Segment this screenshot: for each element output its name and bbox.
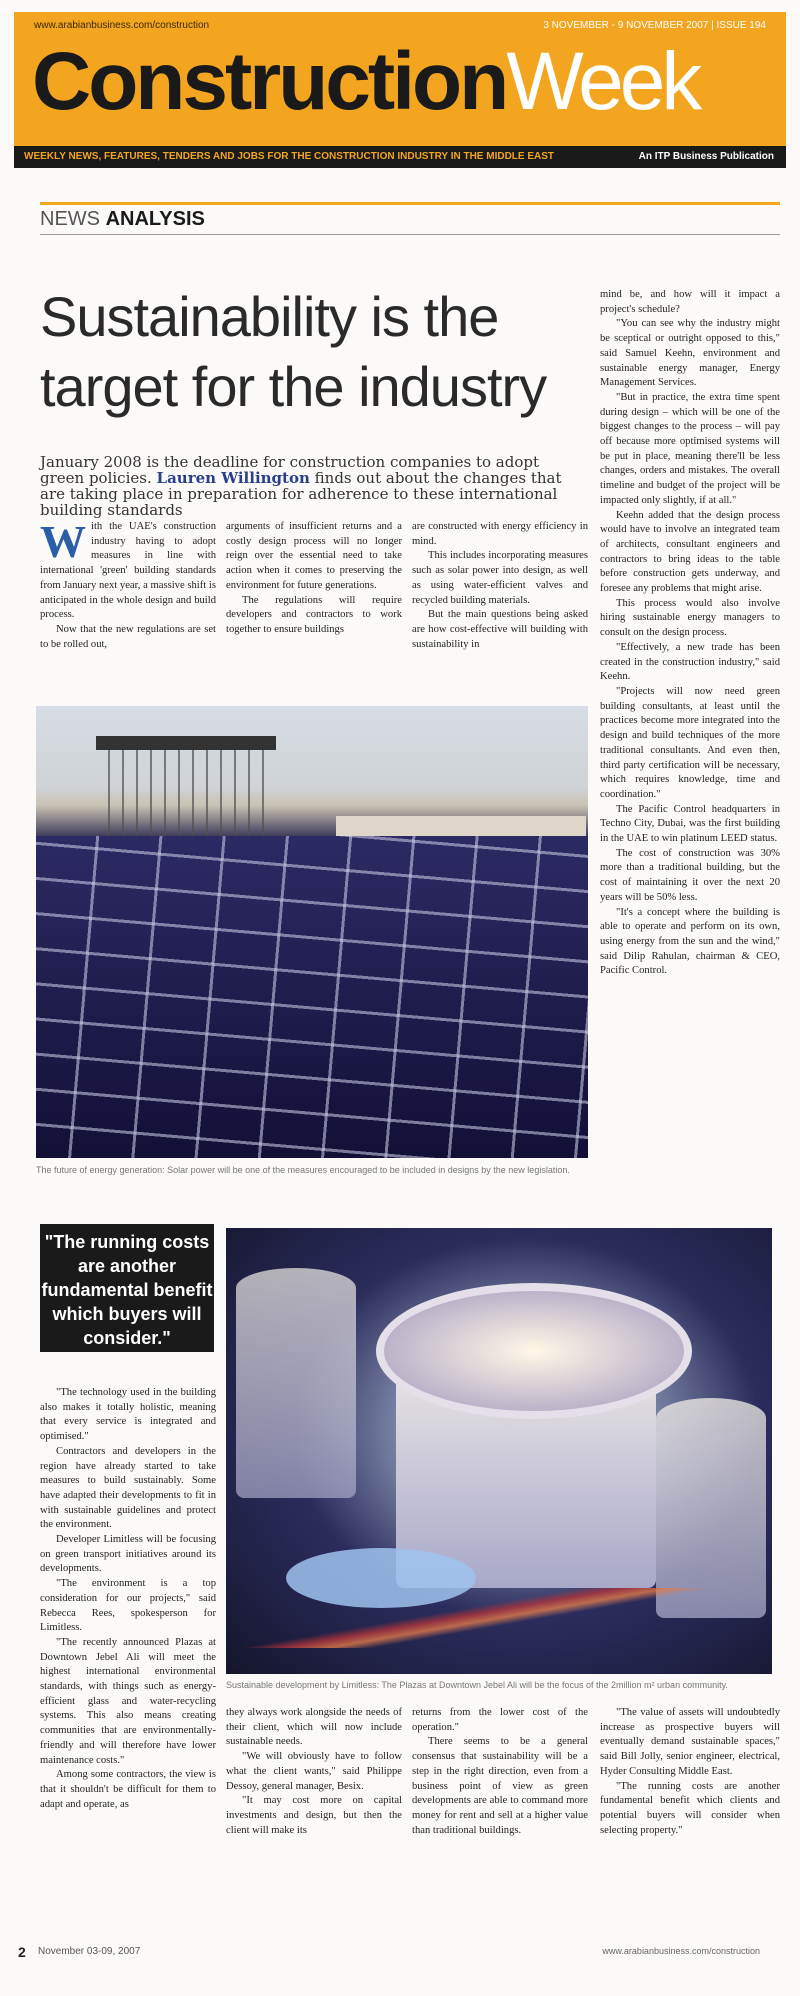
section-label-light: NEWS — [40, 208, 100, 230]
paragraph: "The running costs are another fundamental benefit which clients and potential buyers will consider when selecting property." — [600, 1780, 780, 1836]
paragraph: Among some contractors, the view is that it shouldn't be difficult for them to adapt and operate, as — [40, 1769, 216, 1810]
standfirst-rest: finds out about the changes that are taking place in preparation for adherence to these international building standards — [40, 469, 562, 519]
rooftop-sign-frame — [96, 736, 276, 840]
masthead — [14, 12, 786, 168]
column-3 — [412, 520, 588, 652]
paragraph: This process would also involve hiring sustainable energy managers to consult on the design process. — [600, 597, 780, 639]
paragraph: they always work alongside the needs of their client, which will now include sustainable needs. — [226, 1707, 402, 1748]
paragraph: "Effectively, a new trade has been created in the construction industry," said Keehn. — [600, 641, 780, 683]
paragraph: mind be, and how will it impact a project's schedule? — [600, 289, 780, 315]
title-bold: Construction — [32, 36, 507, 127]
standfirst — [40, 454, 580, 518]
paragraph: "The recently announced Plazas at Downtown Jebel Ali will meet the highest international environmental standards, with things such as energy-efficient glass and water-recycling systems. This also means creating communities that are environmentally-friendly and will therefore have lower maintenance costs." — [40, 1636, 216, 1766]
section-label-bold: ANALYSIS — [105, 208, 205, 230]
photo-caption-1: The future of energy generation: Solar power will be one of the measures encouraged to be included in designs by the new legislation. — [36, 1165, 570, 1175]
paragraph: The Pacific Control headquarters in Techno City, Dubai, was the first building in the UAE to win platinum LEED status. — [600, 803, 780, 845]
side-tower-right — [656, 1398, 766, 1618]
paragraph: "But in practice, the extra time spent during design – which will be one of the biggest changes to the process – will pay off because more optimised systems will be put in place, meaning there'll be less changes, orders and mistakes. The overall timeline and budget of the project will be impacted only slightly, if at all." — [600, 391, 780, 506]
section-rule-bottom — [40, 234, 780, 235]
pull-quote: "The running costs are another fundamental benefit which buyers will consider." — [40, 1224, 214, 1352]
publication-title — [32, 34, 698, 130]
paragraph: "The technology used in the building also makes it totally holistic, meaning that every service is integrated and optimised." — [40, 1387, 216, 1443]
column-5 — [40, 1386, 216, 1812]
paragraph: Now that the new regulations are set to be rolled out, — [40, 623, 216, 650]
paragraph: The regulations will require developers and contractors to work together to ensure buildings — [226, 594, 402, 635]
solar-panel-array — [36, 836, 588, 1158]
tagline-strip — [14, 146, 786, 168]
column-8 — [600, 1706, 780, 1838]
paragraph: The cost of construction was 30% more than a traditional building, but the cost of maintaining it over the next 20 years will be 50% less. — [600, 847, 780, 903]
paragraph: "We will obviously have to follow what the client wants," said Philippe Dessoy, general manager, Besix. — [226, 1751, 402, 1792]
column-2 — [226, 520, 402, 638]
side-tower-left — [236, 1268, 356, 1498]
paragraph: With the UAE's construction industry having to adopt measures in line with international 'green' building standards from January next year, a massive shift is anticipated in the whole design and build process. — [40, 516, 216, 621]
masthead-url[interactable]: www.arabianbusiness.com/construction — [34, 20, 210, 31]
column-1 — [40, 516, 216, 652]
standfirst-intro: January 2008 is the deadline for construction companies to adopt green policies. — [40, 453, 539, 487]
column-7 — [412, 1706, 588, 1838]
paragraph: "Projects will now need green building consultants, at least until the practices become more integrated into the design and build techniques of the more traditional consultants. And even then, third party certification will be necessary, which requires knowledge, time and coordination." — [600, 685, 780, 800]
drop-cap: W — [40, 516, 86, 567]
paragraph: "It's a concept where the building is able to operate and perform on its own, using energy from the sun and the wind," said Dilip Rahulan, chairman & CEO, Pacific Control. — [600, 906, 780, 977]
paragraph: Keehn added that the design process would have to involve an integrated team of architects, consultant engineers and contractors to bring ideas to the table before construction gets underway, and foresee any problems that might arise. — [600, 509, 780, 595]
paragraph: This includes incorporating measures such as solar power into design, as well as using water-efficient valves and recycled building materials. — [412, 550, 588, 606]
section-label — [40, 208, 205, 231]
column-4 — [600, 288, 780, 979]
title-light: Week — [506, 36, 699, 127]
paragraph: arguments of insufficient returns and a costly design process will no longer reign over the essential need to take action when it comes to preserving the environment for future generations. — [226, 521, 402, 591]
paragraph: are constructed with energy efficiency in mind. — [412, 521, 588, 547]
paragraph: "It may cost more on capital investments and design, but then the client will make its — [226, 1795, 402, 1836]
paragraph: returns from the lower cost of the operation." — [412, 1707, 588, 1733]
paragraph: Developer Limitless will be focusing on green transport initiatives around its developments. — [40, 1534, 216, 1575]
headline: Sustainability is the target for the industry — [40, 285, 547, 418]
footer-date: November 03-09, 2007 — [38, 1946, 141, 1957]
plazas-rendering — [226, 1228, 772, 1674]
solar-panels-photo — [36, 706, 588, 1158]
paragraph: Contractors and developers in the region have already started to take measures to build sustainably. Some have adapted their developments to fit in with sustainable guidelines and protect the environment. — [40, 1445, 216, 1531]
column-6 — [226, 1706, 402, 1838]
footer-url[interactable]: www.arabianbusiness.com/construction — [602, 1946, 760, 1956]
paragraph: "The environment is a top consideration for our projects," said Rebecca Rees, spokesperson for Limitless. — [40, 1578, 216, 1634]
issue-date: 3 NOVEMBER - 9 NOVEMBER 2007 | ISSUE 194 — [543, 20, 766, 31]
page-number: 2 — [18, 1944, 26, 1960]
paragraph: "The value of assets will undoubtedly increase as prospective buyers will eventually demand sustainable spaces," said Bill Jolly, senior engineer, electrical, Hyder Consulting Middle East. — [600, 1707, 780, 1777]
section-rule-top — [40, 202, 780, 205]
author-name: Lauren Willington — [156, 469, 310, 487]
photo-caption-2: Sustainable development by Limitless: The Plazas at Downtown Jebel Ali will be the focus of the 2million m² urban community. — [226, 1680, 728, 1690]
publisher: An ITP Business Publication — [638, 151, 774, 162]
lit-canopy — [286, 1548, 476, 1608]
paragraph: "You can see why the industry might be sceptical or outright opposed to this," said Samuel Keehn, environment and sustainable energy manager, Energy Management Services. — [600, 318, 780, 389]
paragraph: But the main questions being asked are how cost-effective will building with sustainability in — [412, 609, 588, 650]
rooftop-ring — [376, 1283, 692, 1419]
tagline: WEEKLY NEWS, FEATURES, TENDERS AND JOBS FOR THE CONSTRUCTION INDUSTRY IN THE MIDDLE EAST — [24, 151, 555, 162]
paragraph: There seems to be a general consensus that sustainability will be a step in the right direction, even from a business point of view as green developments are able to command more money for rent and sell at a higher value than traditional buildings. — [412, 1736, 588, 1836]
